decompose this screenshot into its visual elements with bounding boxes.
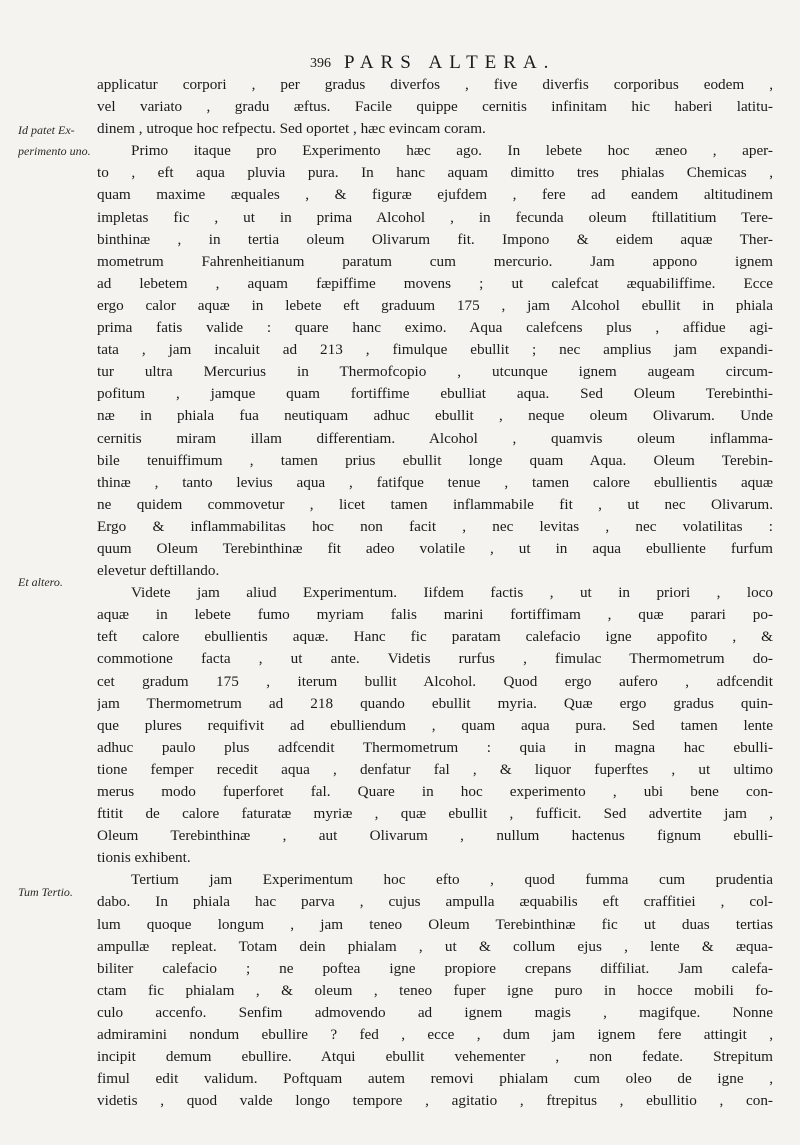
margin-note-line: Tum Tertio. (18, 885, 73, 899)
text-line: Ergo & inflammabilitas hoc non facit , nec levitas , nec volatilitas : (97, 517, 773, 535)
text-line: dabo. In phiala hac parva , cujus ampulla æquabilis eft craffitiei , col- (97, 893, 773, 911)
text-line: videtis , quod valde longo tempore , agitatio , ftrepitus , ebullitio , con- (97, 1092, 773, 1110)
text-line: cet gradum 175 , iterum bullit Alcohol. Quod ergo aufero , adfcendit (97, 672, 773, 690)
margin-note-line: Id patet Ex- (18, 123, 75, 137)
text-line: quam maxime æquales , & figuræ ejufdem , fere ad eandem altitudinem (97, 186, 773, 204)
text-line: tione femper recedit aqua , denfatur fal , & liquor fuperftes , ut ultimo (97, 760, 773, 778)
margin-note-line: Et altero. (18, 575, 63, 589)
margin-note-third (18, 882, 94, 903)
body-text (97, 74, 773, 1112)
text-line: lum quoque longum , jam teneo Oleum Terebinthinæ fic ut duas tertias (97, 915, 773, 933)
page-number: 396 (310, 56, 331, 71)
text-line: aquæ in lebete fumo myriam falis marini fortiffimam , quæ parari po- (97, 606, 773, 624)
text-line: Tertium jam Experimentum hoc efto , quod fumma cum prudentia (131, 871, 773, 889)
text-line: dinem , utroque hoc refpectu. Sed oportet , hæc evincam coram. (97, 120, 486, 138)
margin-note-line: perimento uno. (18, 144, 91, 158)
text-line: pofitum , jamque quam fortiffime ebulliat aqua. Sed Oleum Terebinthi- (97, 385, 773, 403)
text-line: adhuc paulo plus adfcendit Thermometrum : quia in magna hac ebulli- (97, 738, 773, 756)
text-line: ftitit de calore faturatæ myriæ , quæ ebullit , fufficit. Sed advertite jam , (97, 805, 773, 823)
text-line: ctam fic phialam , & oleum , teneo fuper igne puro in hocce mobili fo- (97, 981, 773, 999)
margin-note-and-another (18, 572, 94, 593)
paragraph-2 (97, 140, 773, 582)
text-line: ampullæ repleat. Totam dein phialam , ut & collum ejus , lente & æqua- (97, 937, 773, 955)
text-line: to , eft aqua pluvia pura. In hanc aquam dimitto tres phialas Chemicas , (97, 164, 773, 182)
text-line: Videte jam aliud Experimentum. Iifdem factis , ut in priori , loco (131, 584, 773, 602)
margin-note-experiment-one (18, 120, 94, 162)
text-line: incipit demum ebullire. Atqui ebullit vehementer , non fedate. Strepitum (97, 1048, 773, 1066)
text-line: tionis exhibent. (97, 849, 191, 867)
text-line: thinæ , tanto levius aqua , fatifque tenue , tamen calore ebullientis aquæ (97, 473, 773, 491)
text-line: commotione facta , ut ante. Videtis rurfus , fimulac Thermometrum do- (97, 650, 773, 668)
text-line: jam Thermometrum ad 218 quando ebullit myria. Quæ ergo gradus quin- (97, 694, 773, 712)
paragraph-3 (97, 582, 773, 869)
text-line: merus modo fuperforet fal. Quare in hoc experimento , ubi bene con- (97, 783, 773, 800)
text-line: ne quidem commovetur , licet tamen inflammabile fit , ut nec Olivarum. (97, 495, 773, 513)
paragraph-4 (97, 869, 773, 1112)
text-line: cernitis miram illam differentiam. Alcohol , quamvis oleum inflamma- (97, 429, 773, 447)
text-line: mometrum Fahrenheitianum paratum cum mercurio. Jam appono ignem (97, 252, 773, 270)
text-line: culo accenfo. Senfim admovendo ad ignem magis , magifque. Nonne (97, 1003, 773, 1021)
text-line: applicatur corpori , per gradus diverfos , five diverfis corporibus eodem , (97, 76, 773, 93)
text-line: teft calore ebullientis aquæ. Hanc fic paratam calefacio igne appofito , & (97, 628, 773, 646)
text-line: ergo calor aquæ in lebete eft graduum 175 , jam Alcohol ebullit in phiala (97, 296, 773, 314)
text-line: tur ultra Mercurius in Thermofcopio , utcunque ignem augeam circum- (97, 363, 773, 381)
text-line: ad lebetem , aquam fæpiffime movens ; ut calefcat æquabiliffime. Ecce (97, 274, 773, 292)
text-line: vel variato , gradu æftus. Facile quippe cernitis infinitam hic haberi latitu- (97, 98, 773, 116)
text-line: impletas fic , ut in prima Alcohol , in fecunda oleum ftillatitium Tere- (97, 208, 773, 226)
text-line: elevetur deftillando. (97, 562, 220, 580)
text-line: næ in phiala fua neutiquam adhuc ebullit , neque oleum Olivarum. Unde (97, 407, 773, 425)
text-line: prima fatis valide : quare hanc eximo. Aqua calefcens plus , affidue agi- (97, 319, 773, 337)
running-head: PARS ALTERA. (344, 52, 556, 73)
text-line: tata , jam incaluit ad 213 , fimulque ebullit ; nec amplius jam expandi- (97, 341, 773, 359)
text-line: biliter calefacio ; ne poftea igne propiore crepans diffiliat. Jam calefa- (97, 959, 773, 977)
text-line: Primo itaque pro Experimento hæc ago. In lebete hoc æneo , aper- (131, 142, 773, 160)
text-line: Oleum Terebinthinæ , aut Olivarum , nullum hactenus fignum ebulli- (97, 827, 773, 845)
text-line: bile tenuiffimum , tamen prius ebullit longe quam Aqua. Oleum Terebin- (97, 451, 773, 469)
text-line: quum Oleum Terebinthinæ fit adeo volatile , ut in aqua ebulliente furfum (97, 539, 773, 557)
text-line: fimul edit validum. Poftquam autem removi phialam cum oleo de igne , (97, 1070, 773, 1088)
text-line: binthinæ , in tertia oleum Olivarum fit. Impono & eidem aquæ Ther- (97, 230, 773, 248)
text-line: admiramini nondum ebullire ? fed , ecce , dum jam ignem fere attingit , (97, 1026, 773, 1044)
text-line: que plures requifivit ad ebulliendum , quam aqua pura. Sed tamen lente (97, 716, 773, 734)
paragraph-1 (97, 74, 773, 140)
